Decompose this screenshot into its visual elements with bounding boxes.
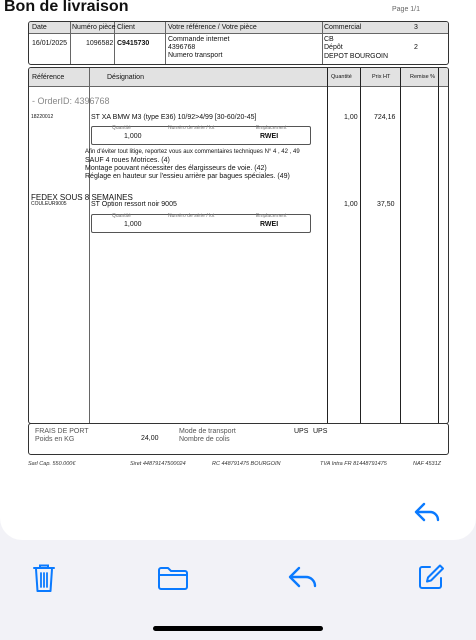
shipping-note: FEDEX SOUS 8 SEMAINES — [31, 193, 133, 202]
reply-button[interactable] — [412, 500, 442, 524]
home-indicator — [153, 626, 323, 631]
item-2-sub-label-qty: Quantité — [112, 213, 131, 219]
order-id: - OrderID: 4396768 — [32, 96, 110, 106]
client-code: C9415730 — [117, 40, 150, 47]
reply-arrow-icon — [413, 501, 441, 523]
column-remise: Remise % — [410, 74, 436, 80]
frais-label: FRAIS DE PORT — [35, 428, 89, 435]
legal-siret: Siret 44879147500024 — [130, 461, 186, 467]
item-2-sub-label-serie: Numéro de série / lot — [168, 213, 215, 219]
legal-sarl: Sarl Cap. 550.000€ — [28, 461, 76, 467]
item-2-price: 37,50 — [377, 201, 395, 208]
page-number: Page 1/1 — [392, 6, 421, 13]
reply-toolbar-button[interactable] — [286, 564, 320, 592]
item-1-designation: ST XA BMW M3 (type E36) 10/92>4/99 [30-60/20-45] — [91, 114, 257, 121]
colis-label: Nombre de colis — [179, 436, 230, 443]
transport-mode-label: Mode de transport — [179, 428, 236, 435]
item-2-sub-label-location: Emplacement — [256, 213, 287, 219]
item-1-sub-label-serie: Numéro de série / lot — [168, 125, 215, 131]
column-reference: Référence — [32, 74, 65, 81]
item-1-sub-quantity: 1,000 — [124, 133, 142, 140]
transport-mode-value-2: UPS — [313, 428, 328, 435]
note-line-1: Afin d'éviter tout litige, reportez vous aux commentaires techniques N° 4 , 42 , 49 — [85, 149, 300, 155]
header-label-commercial: Commercial — [324, 24, 362, 31]
column-prix: Prix HT — [372, 74, 391, 80]
legal-rc: RC 448791475 BOURGOIN — [212, 461, 281, 467]
legal-tva: TVA Intra FR 81448791475 — [320, 461, 387, 467]
legal-naf: NAF 4531Z — [413, 461, 442, 467]
note-line-4: Réglage en hauteur sur l'essieu arrière par bagues spéciales. (49) — [85, 173, 290, 180]
transport-mode-value-1: UPS — [294, 428, 309, 435]
document-date: 16/01/2025 — [32, 40, 68, 47]
item-1-sub-label-location: Emplacement — [256, 125, 287, 131]
compose-icon — [417, 563, 445, 591]
note-line-3: Montage pouvant nécessiter des élargisseurs de voie. (42) — [85, 165, 267, 172]
item-2-location: RWEI — [260, 221, 279, 228]
compose-button[interactable] — [416, 562, 446, 592]
folder-icon — [157, 565, 189, 591]
delete-button[interactable] — [30, 562, 58, 594]
header-label-numero: Numéro pièce — [72, 24, 116, 31]
item-1-details-box — [91, 126, 311, 145]
document-number: 1096582 — [86, 40, 114, 47]
depot-label: Dépôt — [324, 44, 343, 51]
item-2-designation: ST Option ressort noir 9005 — [91, 201, 177, 208]
item-1-location: RWEI — [260, 133, 279, 140]
column-designation: Désignation — [107, 74, 144, 81]
move-to-folder-button[interactable] — [156, 564, 190, 592]
item-1-sub-label-qty: Quantité — [112, 125, 131, 131]
item-2-quantity: 1,00 — [344, 201, 358, 208]
document-title: Bon de livraison — [4, 0, 129, 15]
item-1-reference: 18220012 — [31, 114, 54, 120]
poids-label: Poids en KG — [35, 436, 75, 443]
shipping-footer-box — [28, 423, 449, 455]
item-1-price: 724,16 — [374, 114, 396, 121]
depot-code: 2 — [414, 44, 418, 51]
reference-line-2: 4396768 — [168, 44, 196, 51]
trash-icon — [32, 563, 56, 593]
note-line-2: SAUF 4 roues Motrices. (4) — [85, 157, 170, 164]
header-label-reference: Votre référence / Votre pièce — [168, 24, 257, 31]
header-label-client: Client — [117, 24, 135, 31]
items-table — [28, 67, 449, 424]
column-quantite: Quantité — [331, 74, 352, 80]
item-2-reference: COULEUR9005 — [31, 201, 67, 207]
reference-line-3: Numero transport — [168, 52, 223, 59]
cb-label: CB — [324, 36, 334, 43]
commercial-code: 3 — [414, 24, 418, 31]
depot-name: DEPOT BOURGOIN — [324, 53, 389, 60]
item-1-quantity: 1,00 — [344, 114, 358, 121]
item-2-details-box — [91, 214, 311, 233]
item-2-sub-quantity: 1,000 — [124, 221, 142, 228]
reference-line-1: Commande internet — [168, 36, 230, 43]
poids-value: 24,00 — [141, 435, 159, 442]
header-box — [28, 21, 449, 65]
header-label-date: Date — [32, 24, 47, 31]
reply-arrow-icon — [287, 565, 319, 591]
